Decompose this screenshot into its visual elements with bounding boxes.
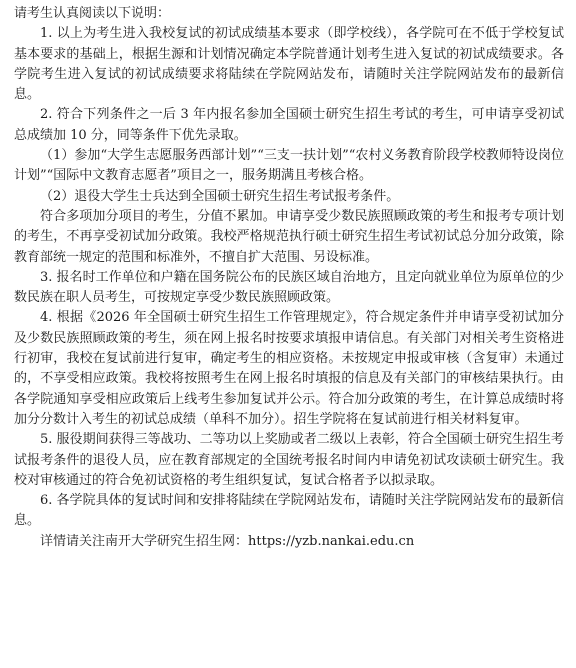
paragraph-2-item-2-veteran: （2）退役大学生士兵达到全国硕士研究生招生考试报考条件。 bbox=[40, 188, 400, 204]
paragraph-1-retest-requirements: 1. 以上为考生进入我校复试的初试成绩基本要求（即学校线），各学院可在不低于学校复试基本要求的基础上，根据生源和计划情况确定本学院普通计划考生进入复试的初试成绩要求。各学院考生进入复试的初试成绩要求将陆续在学院网站发布，请随时关注学院网站发布的最新信息。 bbox=[14, 26, 564, 103]
paragraph-5-military-exempt: 5. 服役期间获得三等战功、二等功以上奖励或者二级以上表彰，符合全国硕士研究生招生考试报考条件的退役人员，应在教育部规定的全国统考报名时间内申请免初试攻读硕士研究生。我校对审核通过的符合免初试资格的考生组织复试，复试合格者予以拟录取。 bbox=[14, 432, 564, 488]
paragraph-4-application-review: 4. 根据《2026 年全国硕士研究生招生工作管理规定》，符合规定条件并申请享受初试加分及少数民族照顾政策的考生，须在网上报名时按要求填报申请信息。有关部门对相关考生资格进行初审，我校在复试前进行复审，确定考生的相应资格。未按规定申报或审核（含复审）未通过的，不享受相应政策。我校将按照考生在网上报名时填报的信息及有关部门的审核结果执行。由各学院通知享受相应政策后上线考生参加复试并公示。符合加分政策的考生，在计算总成绩时将加分分数计入考生的初试总成绩（单科不加分）。招生学院将在复试前进行相关材料复审。 bbox=[14, 310, 564, 427]
paragraph-2-item-1-volunteer: （1）参加“大学生志愿服务西部计划”“三支一扶计划”“农村义务教育阶段学校教师特设岗位计划”“国际中文教育志愿者”项目之一，服务期满且考核合格。 bbox=[14, 148, 564, 184]
footer-website-link[interactable]: 详情请关注南开大学研究生招生网：https://yzb.nankai.edu.cn bbox=[40, 533, 415, 549]
paragraph-bonus-not-cumulative: 符合多项加分项目的考生，分值不累加。申请享受少数民族照顾政策的考生和报考专项计划的考生，不再享受初试加分政策。我校严格规范执行硕士研究生招生考试初试总分加分政策，除教育部统一规定的范围和标准外，不擅自扩大范围、另设标准。 bbox=[14, 208, 564, 265]
paragraph-6-schedule: 6. 各学院具体的复试时间和安排将陆续在学院网站发布，请随时关注学院网站发布的最新信息。 bbox=[14, 493, 564, 529]
paragraph-2-bonus-points: 2. 符合下列条件之一后 3 年内报名参加全国硕士研究生招生考试的考生，可申请享受初试总成绩加 10 分，同等条件下优先录取。 bbox=[14, 107, 564, 143]
paragraph-3-ethnic-minority: 3. 报名时工作单位和户籍在国务院公布的民族区域自治地方，且定向就业单位为原单位的少数民族在职人员考生，可按规定享受少数民族照顾政策。 bbox=[14, 269, 564, 306]
intro-heading: 请考生认真阅读以下说明： bbox=[14, 6, 171, 21]
